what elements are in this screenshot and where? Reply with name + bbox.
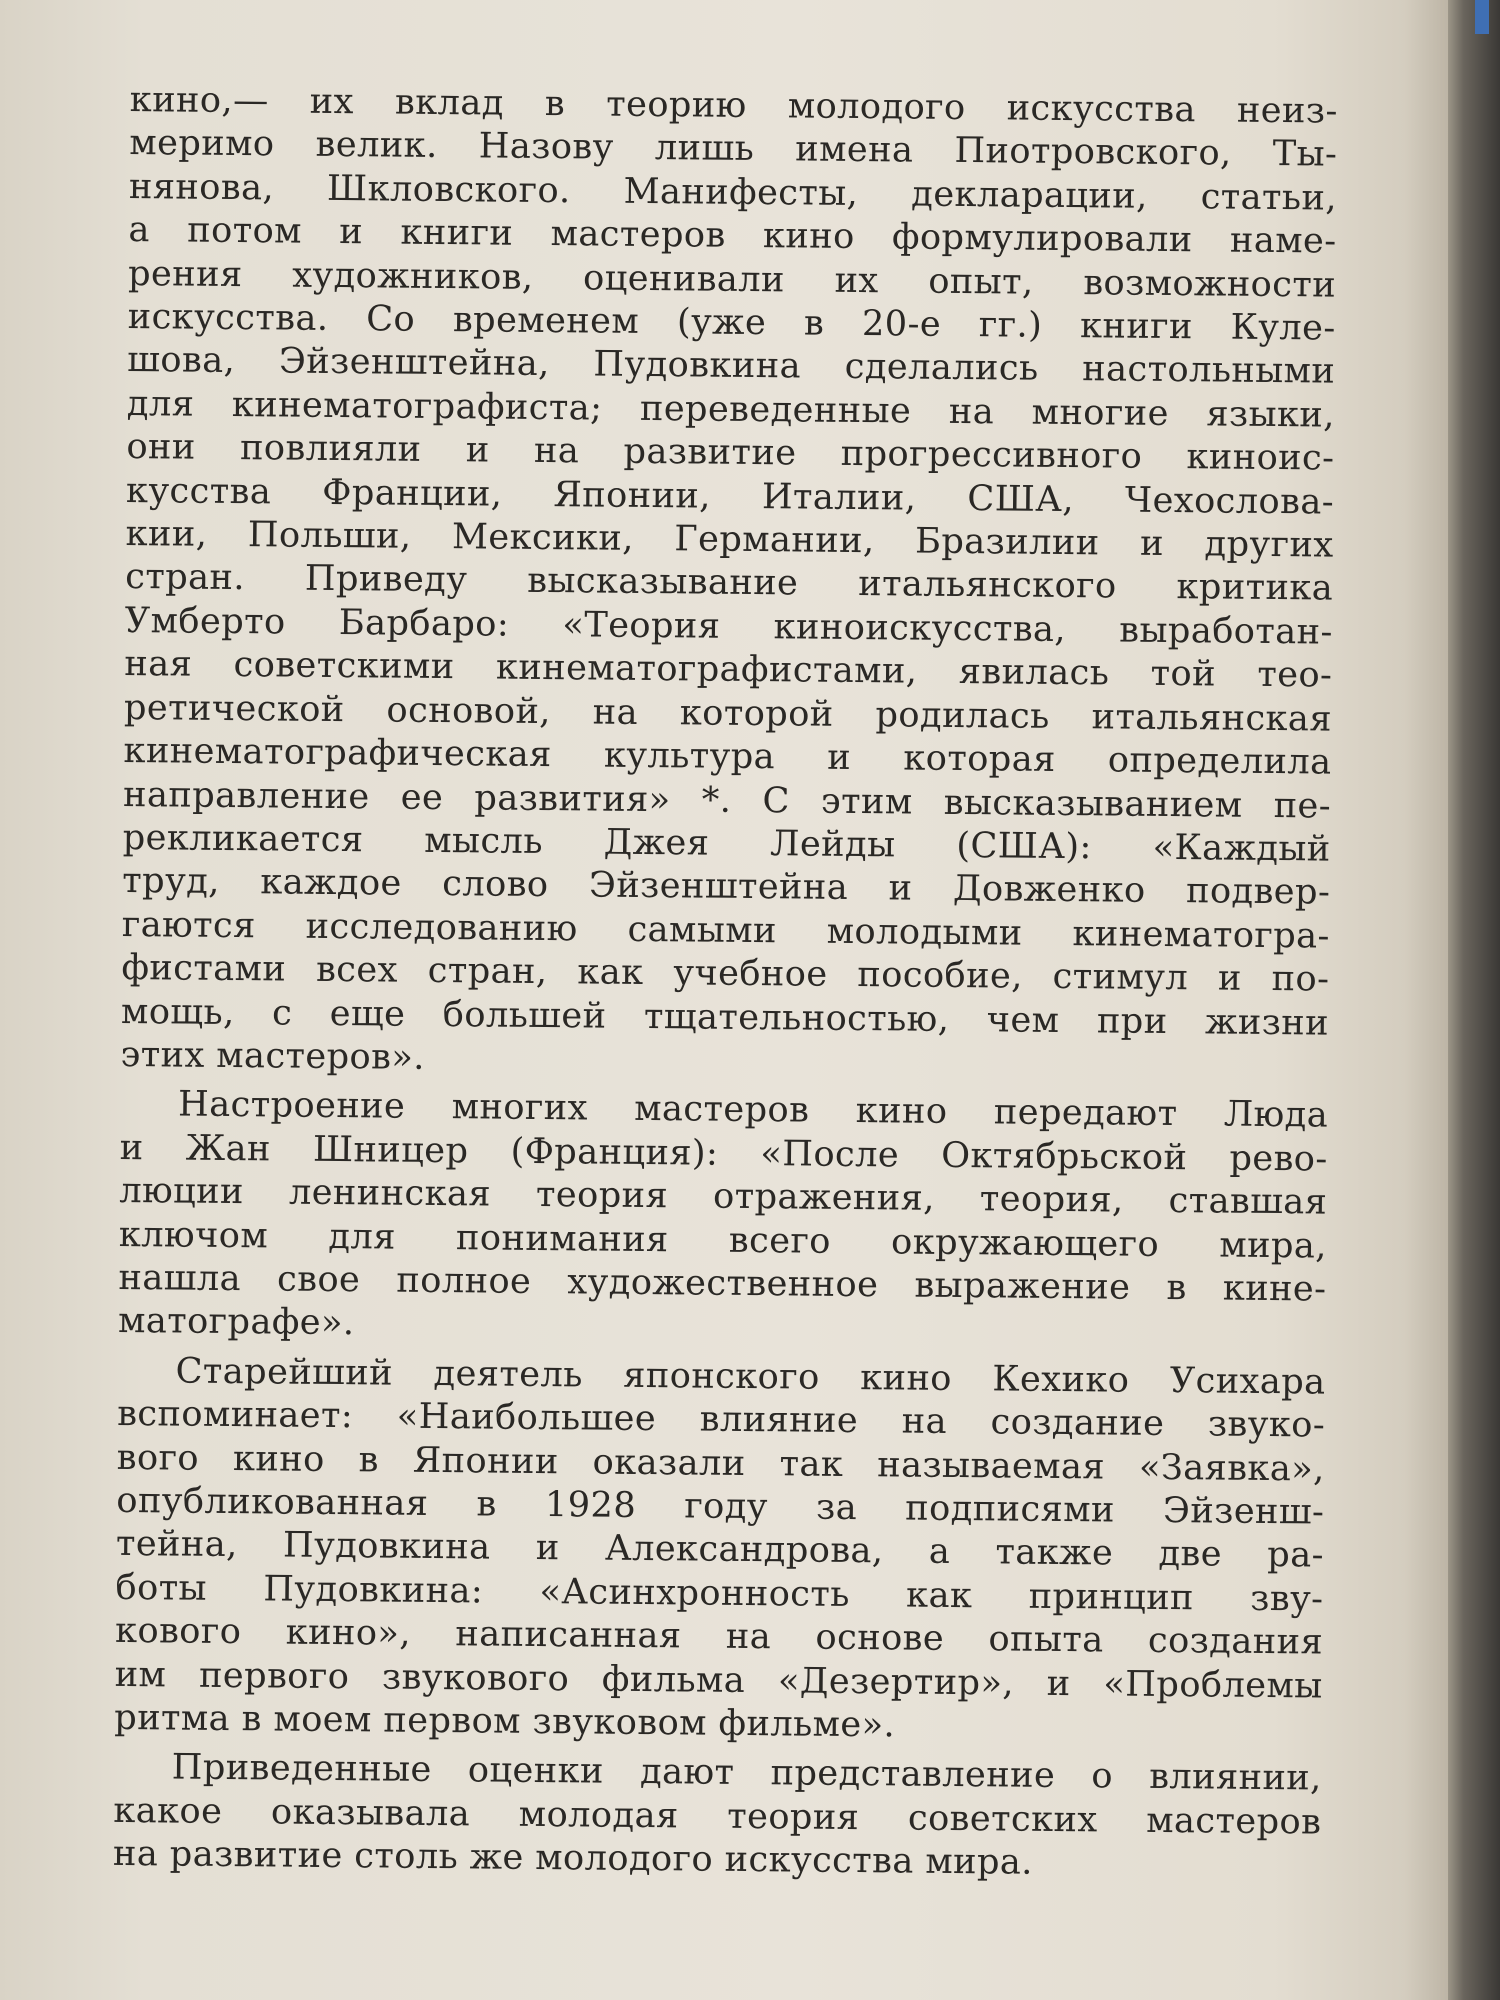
text-line: шова, Эйзенштейна, Пудовкина сделались настольными (127, 339, 1336, 393)
page-text (113, 78, 1338, 1887)
text-line: ная советскими кинематографистами, явилась той тео- (124, 643, 1333, 696)
text-line: Настроение многих мастеров кино передают Люда (177, 1083, 1329, 1136)
page-edge-shadow (1448, 0, 1500, 2000)
paragraph-2 (118, 1082, 1328, 1354)
text-line: кино,— их вклад в теорию молодого искусства неиз- (129, 78, 1338, 132)
text-line: нашла свое полное художественное выражение в кине- (118, 1256, 1327, 1310)
text-line: направление ее развития» *. С этим высказыванием пе- (122, 773, 1332, 827)
text-line: ретической основой, на которой родилась итальянская (123, 686, 1333, 740)
text-line: стран. Приведу высказывание итальянского критика (125, 556, 1334, 610)
text-line: люции ленинская теория отражения, теория, ставшая (119, 1170, 1328, 1223)
text-line: вого кино в Японии оказали так называемая «Заявка», (116, 1436, 1325, 1490)
text-line: им первого звукового фильма «Дезертир», и «Проблемы (114, 1653, 1323, 1707)
text-line: труд, каждое слово Эйзенштейна и Довженко подвер- (122, 860, 1331, 913)
text-line: этих мастеров». (120, 1033, 426, 1078)
text-line: искусства. Со временем (уже в 20-е гг.) книги Куле- (127, 296, 1336, 349)
text-line: ритма в моем первом звуковом фильме». (114, 1696, 896, 1746)
paragraph-4 (113, 1745, 1322, 1887)
text-line: боты Пудовкина: «Асинхронность как принцип зву- (115, 1566, 1324, 1620)
text-line: мощь, с еще большей тщательностью, чем при жизни (120, 990, 1330, 1044)
text-line: рения художников, оценивали их опыт, возможности (127, 252, 1337, 306)
text-line: фистами всех стран, как учебное пособие, стимул и по- (121, 947, 1330, 1000)
text-line: а потом и книги мастеров кино формулировали наме- (128, 209, 1337, 262)
text-line: кового кино», написанная на основе опыта создания (114, 1610, 1324, 1663)
text-line: какое оказывала молодая теория советских мастеров (113, 1789, 1322, 1843)
text-line: Умберто Барбаро: «Теория киноискусства, выработан- (124, 599, 1333, 653)
text-line: матографе». (117, 1300, 355, 1344)
text-line: нянова, Шкловского. Манифесты, декларации, статьи, (128, 165, 1338, 219)
text-line: тейна, Пудовкина и Александрова, а также две ра- (115, 1523, 1325, 1576)
text-line: для кинематографиста; переведенные на многие языки, (126, 382, 1336, 436)
text-line: на развитие столь же молодого искусства мира. (112, 1833, 1034, 1883)
text-line: ключом для понимания всего окружающего мира, (118, 1213, 1328, 1267)
paragraph-1 (120, 78, 1338, 1088)
paragraph-3 (114, 1349, 1326, 1751)
text-line: кусства Франции, Японии, Италии, США, Чехослова- (125, 469, 1335, 523)
bookmark-tab (1475, 0, 1489, 34)
text-line: и Жан Шницер (Франция): «После Октябрьской рево- (119, 1126, 1328, 1180)
text-line: вспоминает: «Наибольшее влияние на создание звуко- (116, 1393, 1326, 1446)
text-line: кинематографическая культура и которая определила (123, 730, 1332, 783)
text-line: опубликованная в 1928 году за подписями Эйзенш- (116, 1479, 1325, 1533)
text-line: кии, Польши, Мексики, Германии, Бразилии и других (125, 513, 1334, 566)
text-line: они повлияли и на развитие прогрессивного киноис- (126, 426, 1335, 479)
text-line: Приведенные оценки дают представление о влиянии, (171, 1746, 1322, 1799)
text-line: меримо велик. Назову лишь имена Пиотровского, Ты- (129, 122, 1338, 175)
text-line: рекликается мысль Джея Лейды (США): «Каждый (122, 816, 1331, 870)
text-line: гаются исследованию самыми молодыми кинематогра- (121, 903, 1331, 957)
text-line: Старейший деятель японского кино Кехико Усихара (175, 1350, 1326, 1403)
